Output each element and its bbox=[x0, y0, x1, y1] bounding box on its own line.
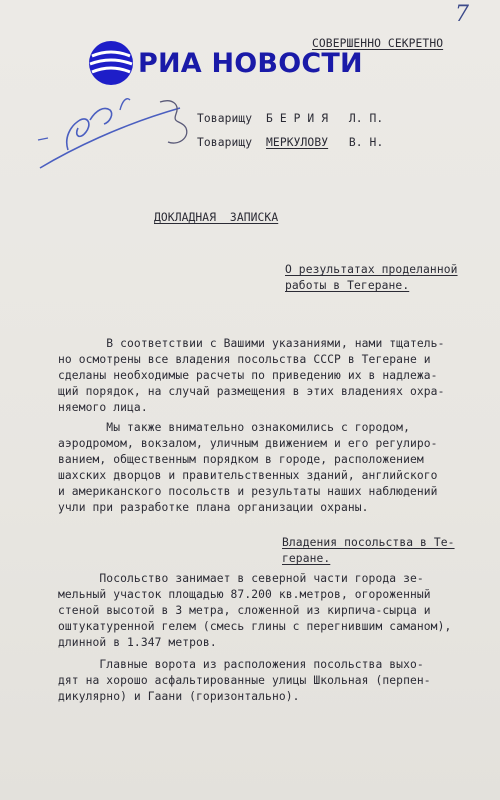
handwritten-annotation-icon bbox=[30, 80, 200, 180]
addressee-merkulov: Товарищу МЕРКУЛОВУ В. Н. bbox=[197, 136, 384, 149]
paragraph-1-line-5: няемого лица. bbox=[58, 401, 148, 414]
paragraph-2-line-1: Мы также внимательно ознакомились с городом, bbox=[58, 421, 410, 434]
paragraph-3-line-5: длинной в 1.347 метров. bbox=[58, 636, 217, 649]
paragraph-2-line-4: шахских дворцов и правительственных зданий, английского bbox=[58, 469, 438, 482]
paragraph-1-line-3: сделаны необходимые расчеты по приведению их в надлежа- bbox=[58, 369, 438, 382]
paragraph-3-line-1: Посольство занимает в северной части города зе- bbox=[58, 572, 424, 585]
paragraph-1-line-2: но осмотрены все владения посольства СССР в Тегеране и bbox=[58, 353, 431, 366]
paragraph-3-line-3: стеной высотой в 3 метра, сложенной из кирпича-сырца и bbox=[58, 604, 431, 617]
subject-line-1: О результатах проделанной bbox=[285, 263, 458, 276]
paragraph-2-line-5: и американского посольств и результаты наших наблюдений bbox=[58, 485, 438, 498]
paragraph-3-line-4: оштукатуренной гелем (смесь глины с перегнившим саманом), bbox=[58, 620, 452, 633]
subject-line-2: работы в Тегеране. bbox=[285, 279, 410, 292]
page-number: 7 bbox=[455, 2, 469, 27]
paragraph-1-line-4: щий порядок, на случай размещения в этих владениях охра- bbox=[58, 385, 445, 398]
paragraph-2-line-3: ванием, общественным порядком в городе, расположением bbox=[58, 453, 424, 466]
section-heading-line-1: Владения посольства в Те- bbox=[282, 536, 455, 549]
classification-label: СОВЕРШЕННО СЕКРЕТНО bbox=[312, 37, 444, 50]
document-title: ДОКЛАДНАЯ ЗАПИСКА bbox=[154, 211, 279, 224]
section-heading-line-2: геране. bbox=[282, 552, 331, 565]
watermark-text: РИА НОВОСТИ bbox=[138, 47, 363, 79]
paragraph-4-line-1: Главные ворота из расположения посольства выхо- bbox=[58, 658, 424, 671]
paragraph-3-line-2: мельный участок площадью 87.200 кв.метров, огороженный bbox=[58, 588, 431, 601]
addressee-beria: Товарищу Б Е Р И Я Л. П. bbox=[197, 112, 384, 125]
paragraph-2-line-6: учли при разработке плана организации охраны. bbox=[58, 501, 369, 514]
paragraph-4-line-3: дикулярно) и Гаани (горизонтально). bbox=[58, 690, 300, 703]
paragraph-2-line-2: аэродромом, вокзалом, уличным движением и его регулиро- bbox=[58, 437, 438, 450]
paragraph-4-line-2: дят на хорошо асфальтированные улицы Школьная (перпен- bbox=[58, 674, 431, 687]
paragraph-1-line-1: В соответствии с Вашими указаниями, нами тщатель- bbox=[58, 337, 445, 350]
